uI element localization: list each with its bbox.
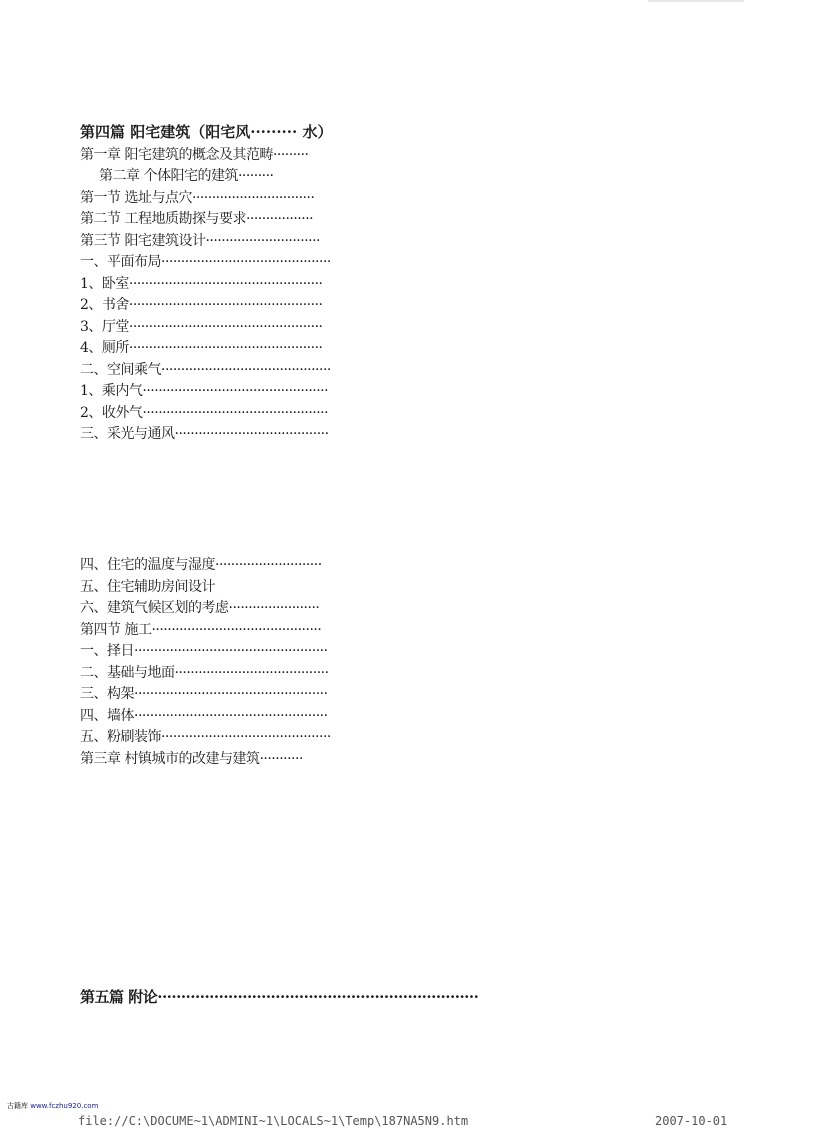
toc-entry: 1、卧室·················································	[80, 276, 323, 292]
toc-entry: 第三章 村镇城市的改建与建筑···········	[80, 751, 303, 767]
toc-entry: 二、基础与地面·······································	[80, 665, 329, 681]
part-heading: 第四篇 阳宅建筑（阳宅风········· 水）	[80, 123, 333, 141]
toc-entry: 一、平面布局···········································	[80, 254, 331, 270]
toc-entry: 四、住宅的温度与湿度···························	[80, 557, 322, 573]
toc-entry: 2、收外气···············································	[80, 405, 329, 421]
toc-entry: 二、空间乘气···········································	[80, 362, 331, 378]
toc-entry: 第一节 选址与点穴·······························	[80, 190, 315, 206]
toc-entry: 五、住宅辅助房间设计	[80, 579, 215, 595]
toc-entry: 一、择日·················································	[80, 643, 328, 659]
toc-entry: 第三节 阳宅建筑设计·····························	[80, 233, 321, 249]
toc-entry: 第四节 施工···········································	[80, 622, 322, 638]
site-label: 古籍库	[7, 1102, 28, 1110]
toc-entry: 五、粉刷装饰···········································	[80, 729, 331, 745]
site-watermark	[7, 1101, 98, 1111]
print-date: 2007-10-01	[655, 1114, 728, 1128]
toc-entry: 4、厕所·················································	[80, 340, 323, 356]
toc-entry: 四、墙体·················································	[80, 708, 328, 724]
site-url: www.fczhu920.com	[30, 1102, 99, 1110]
toc-entry: 三、构架·················································	[80, 686, 328, 702]
toc-entry: 六、建筑气候区划的考虑·······················	[80, 600, 320, 616]
print-footer	[0, 1114, 815, 1128]
file-path: file://C:\DOCUME~1\ADMINI~1\LOCALS~1\Temp\187NA5N9.htm	[78, 1114, 469, 1128]
toc-entry: 3、厅堂·················································	[80, 319, 323, 335]
part-heading: 第五篇 附论····································································	[80, 988, 479, 1006]
toc-entry: 三、采光与通风·······································	[80, 426, 329, 442]
toc-entry: 第二章 个体阳宅的建筑·········	[99, 168, 274, 184]
toc-entry: 2、书舍·················································	[80, 297, 323, 313]
toc-entry: 1、乘内气···············································	[80, 383, 329, 399]
toc-entry: 第一章 阳宅建筑的概念及其范畴·········	[80, 147, 309, 163]
toc-entry: 第二节 工程地质勘探与要求·················	[80, 211, 314, 227]
top-edge-mark	[648, 0, 744, 2]
